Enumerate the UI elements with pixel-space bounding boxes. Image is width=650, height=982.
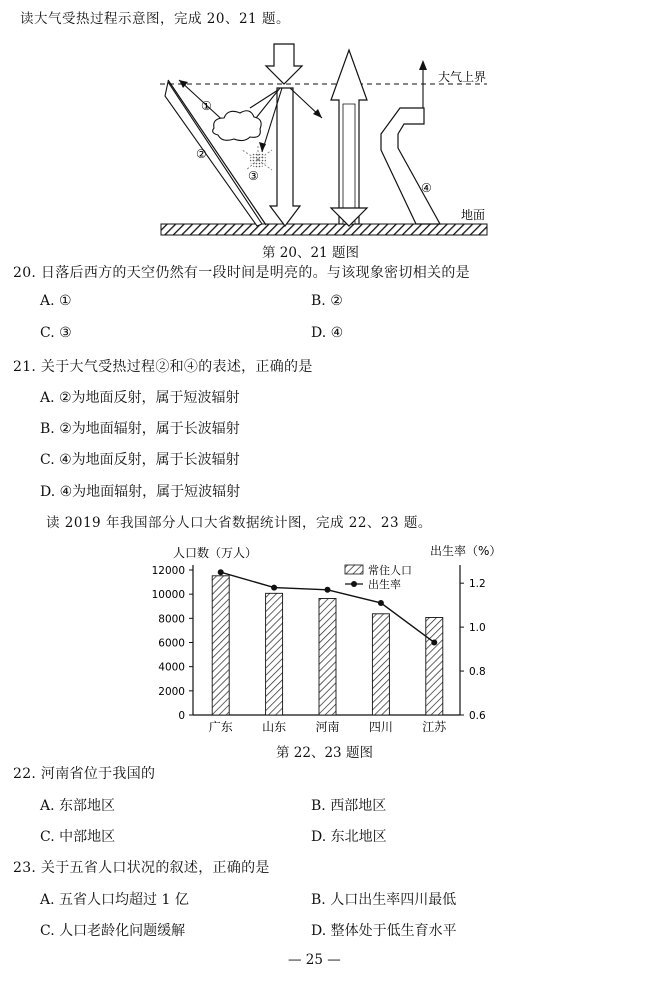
birthrate-point-江苏 [431,640,437,646]
legend-line-label: 出生率 [368,578,401,591]
ground-hatch [161,224,487,235]
left-tick-label: 12000 [151,565,185,577]
label-ground: 地面 [461,208,486,222]
marker-3: ③ [248,169,259,183]
left-tick-label: 2000 [158,685,185,698]
q20-option-b[interactable]: B. ② [311,293,343,309]
birthrate-point-山东 [271,585,277,591]
q20-option-d[interactable]: D. ④ [311,325,344,341]
right-tick-label: 1.0 [469,622,486,635]
atmosphere-heating-diagram [140,38,510,240]
left-tick-label: 10000 [151,589,185,602]
question-22-stem: 22. 河南省位于我国的 [13,766,156,782]
x-label: 广东 [208,720,233,734]
x-label: 河南 [315,720,340,734]
right-tick-label: 0.6 [469,710,486,722]
bar-广东 [212,576,229,715]
q23-option-c[interactable]: C. 人口老龄化问题缓解 [40,923,186,939]
q21-option-b[interactable]: B. ②为地面辐射，属于长波辐射 [40,421,240,437]
legend-bar-label: 常住人口 [368,564,412,577]
bar-四川 [372,614,389,715]
x-label: 山东 [262,720,287,734]
right-tick-label: 0.8 [469,666,486,679]
marker-1: ① [201,99,212,113]
birthrate-point-河南 [325,587,331,593]
q23-option-d[interactable]: D. 整体处于低生育水平 [311,923,457,939]
q22-option-c[interactable]: C. 中部地区 [40,829,116,845]
q23-option-b[interactable]: B. 人口出生率四川最低 [311,892,457,908]
intro-text-2: 读 2019 年我国部分人口大省数据统计图，完成 22、23 题。 [46,515,432,531]
x-label: 江苏 [422,720,447,734]
q21-option-d[interactable]: D. ④为地面辐射，属于短波辐射 [40,484,241,500]
q22-option-b[interactable]: B. 西部地区 [311,798,387,814]
left-tick-label: 4000 [158,661,185,674]
q23-option-a[interactable]: A. 五省人口均超过 1 亿 [40,892,189,908]
birthrate-point-四川 [378,600,384,606]
right-tick-label: 1.2 [469,578,486,591]
left-tick-label: 0 [178,710,185,722]
left-tick-label: 8000 [158,613,185,626]
label-atmosphere-top: 大气上界 [438,70,487,84]
figure-1-caption: 第 20、21 题图 [262,245,359,261]
left-tick-label: 6000 [158,637,185,650]
legend-bar-swatch [345,565,363,574]
chart-ylabel-left: 人口数（万人） [173,546,258,560]
bar-江苏 [426,617,443,715]
page-number: — 25 — [288,952,341,968]
q20-option-a[interactable]: A. ① [40,293,72,309]
bar-山东 [266,593,283,715]
q20-option-c[interactable]: C. ③ [40,325,72,341]
population-chart [140,540,520,750]
q22-option-a[interactable]: A. 东部地区 [40,798,116,814]
marker-4: ④ [421,181,432,195]
q22-option-d[interactable]: D. 东北地区 [311,829,387,845]
marker-2: ② [196,147,207,161]
birthrate-point-广东 [218,569,224,575]
q21-option-c[interactable]: C. ④为地面反射，属于长波辐射 [40,452,240,468]
question-20-stem: 20. 日落后西方的天空仍然有一段时间是明亮的。与该现象密切相关的是 [13,265,470,281]
question-21-stem: 21. 关于大气受热过程②和④的表述，正确的是 [13,359,313,375]
chart-ylabel-right: 出生率（%） [430,544,502,558]
q21-option-a[interactable]: A. ②为地面反射，属于短波辐射 [40,390,240,406]
intro-text-1: 读大气受热过程示意图，完成 20、21 题。 [20,11,290,27]
x-label: 四川 [368,720,393,734]
question-23-stem: 23. 关于五省人口状况的叙述，正确的是 [13,860,270,876]
bar-河南 [319,599,336,715]
figure-2-caption: 第 22、23 题图 [276,745,373,761]
